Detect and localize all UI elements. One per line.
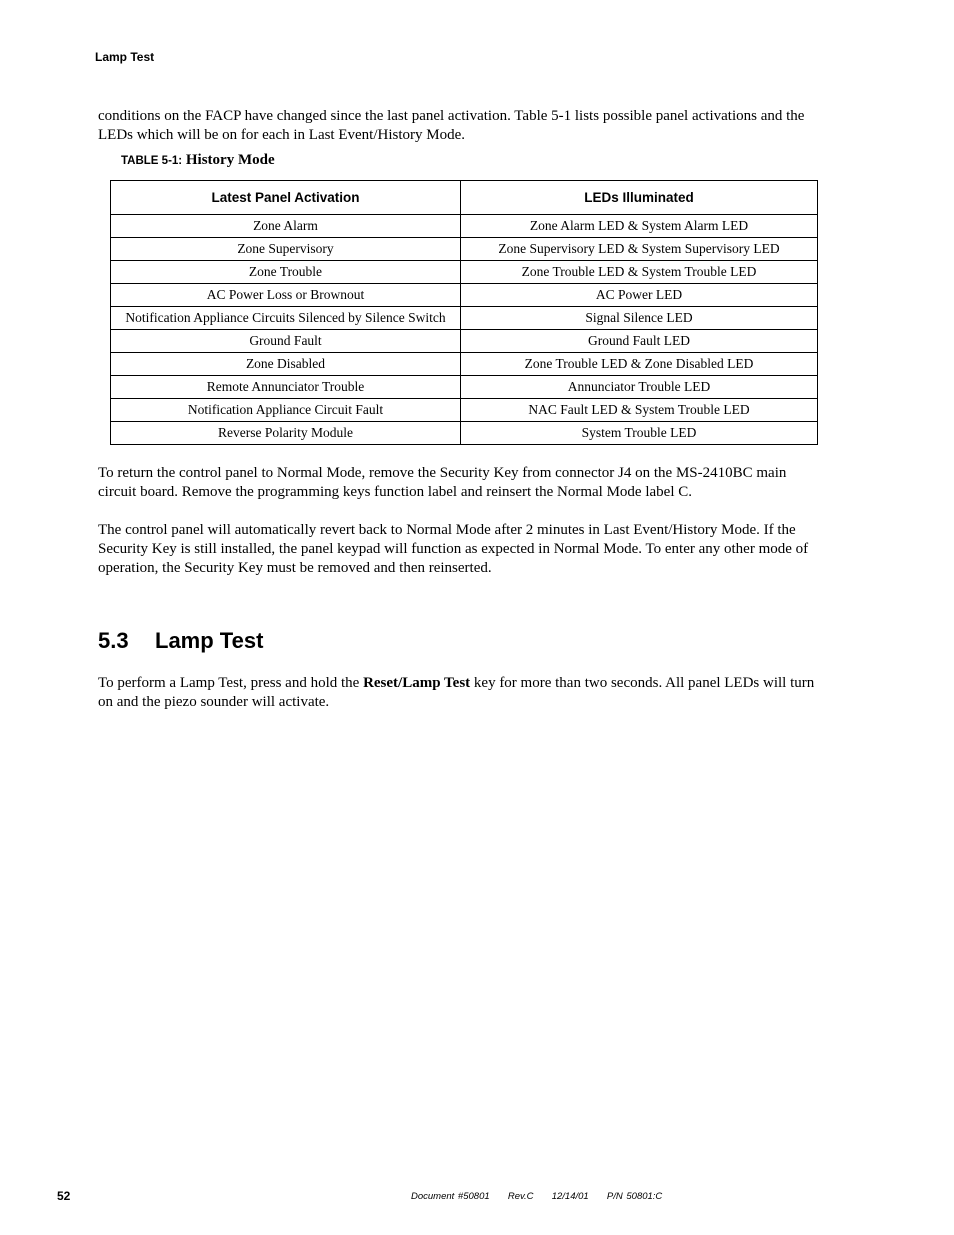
activation-cell: Zone Disabled xyxy=(111,353,461,376)
table-row xyxy=(111,284,818,307)
document-info: Document #50801 Rev.C 12/14/01 P/N 50801:C xyxy=(411,1191,663,1202)
leds-cell: Zone Supervisory LED & System Supervisory LED xyxy=(461,238,818,261)
table-row xyxy=(111,422,818,445)
activation-cell: Ground Fault xyxy=(111,330,461,353)
lamp-test-text-start: To perform a Lamp Test, press and hold the xyxy=(98,675,364,691)
leds-cell: AC Power LED xyxy=(461,284,818,307)
leds-cell: Zone Trouble LED & Zone Disabled LED xyxy=(461,353,818,376)
lamp-test-text-end: key for more than two seconds. All panel LEDs will turn on and the piezo sounder will activate. xyxy=(98,675,815,710)
lamp-test-paragraph xyxy=(98,674,828,712)
activation-cell: Zone Trouble xyxy=(111,261,461,284)
table-row xyxy=(111,307,818,330)
activation-cell: AC Power Loss or Brownout xyxy=(111,284,461,307)
section-number: 5.3 xyxy=(98,628,129,653)
running-header: Lamp Test xyxy=(95,50,155,64)
activation-cell: Zone Supervisory xyxy=(111,238,461,261)
leds-cell: Ground Fault LED xyxy=(461,330,818,353)
leds-cell: NAC Fault LED & System Trouble LED xyxy=(461,399,818,422)
column-header-activation: Latest Panel Activation xyxy=(111,181,461,215)
leds-cell: Signal Silence LED xyxy=(461,307,818,330)
table-row xyxy=(111,376,818,399)
table-row xyxy=(111,261,818,284)
page-number: 52 xyxy=(57,1189,71,1203)
leds-cell: Zone Alarm LED & System Alarm LED xyxy=(461,215,818,238)
table-caption xyxy=(121,152,275,169)
leds-cell: System Trouble LED xyxy=(461,422,818,445)
activation-cell: Zone Alarm xyxy=(111,215,461,238)
intro-paragraph: conditions on the FACP have changed since the last panel activation. Table 5-1 lists possible panel activations and the LEDs which will be on for each in Last Event/History Mode. xyxy=(98,108,805,143)
activation-cell: Remote Annunciator Trouble xyxy=(111,376,461,399)
column-header-leds: LEDs Illuminated xyxy=(461,181,818,215)
table-caption-title: History Mode xyxy=(185,152,275,168)
table-row xyxy=(111,399,818,422)
table-caption-label: TABLE 5-1: xyxy=(121,155,183,167)
reset-lamp-test-key-name: Reset/Lamp Test xyxy=(363,675,471,691)
leds-cell: Annunciator Trouble LED xyxy=(461,376,818,399)
table-row xyxy=(111,215,818,238)
table-row xyxy=(111,330,818,353)
return-normal-paragraph: To return the control panel to Normal Mode, remove the Security Key from connector J4 on the MS-2410BC main circuit board. Remove the programming keys function label and reinsert the Normal Mode label C. xyxy=(98,465,787,500)
history-mode-table xyxy=(110,180,818,445)
section-heading xyxy=(98,628,263,654)
table-header-row xyxy=(111,181,818,215)
activation-cell: Reverse Polarity Module xyxy=(111,422,461,445)
section-title: Lamp Test xyxy=(155,628,264,653)
activation-cell: Notification Appliance Circuits Silenced by Silence Switch xyxy=(111,307,461,330)
activation-cell: Notification Appliance Circuit Fault xyxy=(111,399,461,422)
auto-revert-paragraph: The control panel will automatically revert back to Normal Mode after 2 minutes in Last Event/History Mode. If the Security Key is still installed, the panel keypad will function as expected in Normal Mode. To enter any other mode of operation, the Security Key must be removed and then reinserted. xyxy=(98,522,809,576)
table-row xyxy=(111,353,818,376)
table-row xyxy=(111,238,818,261)
leds-cell: Zone Trouble LED & System Trouble LED xyxy=(461,261,818,284)
